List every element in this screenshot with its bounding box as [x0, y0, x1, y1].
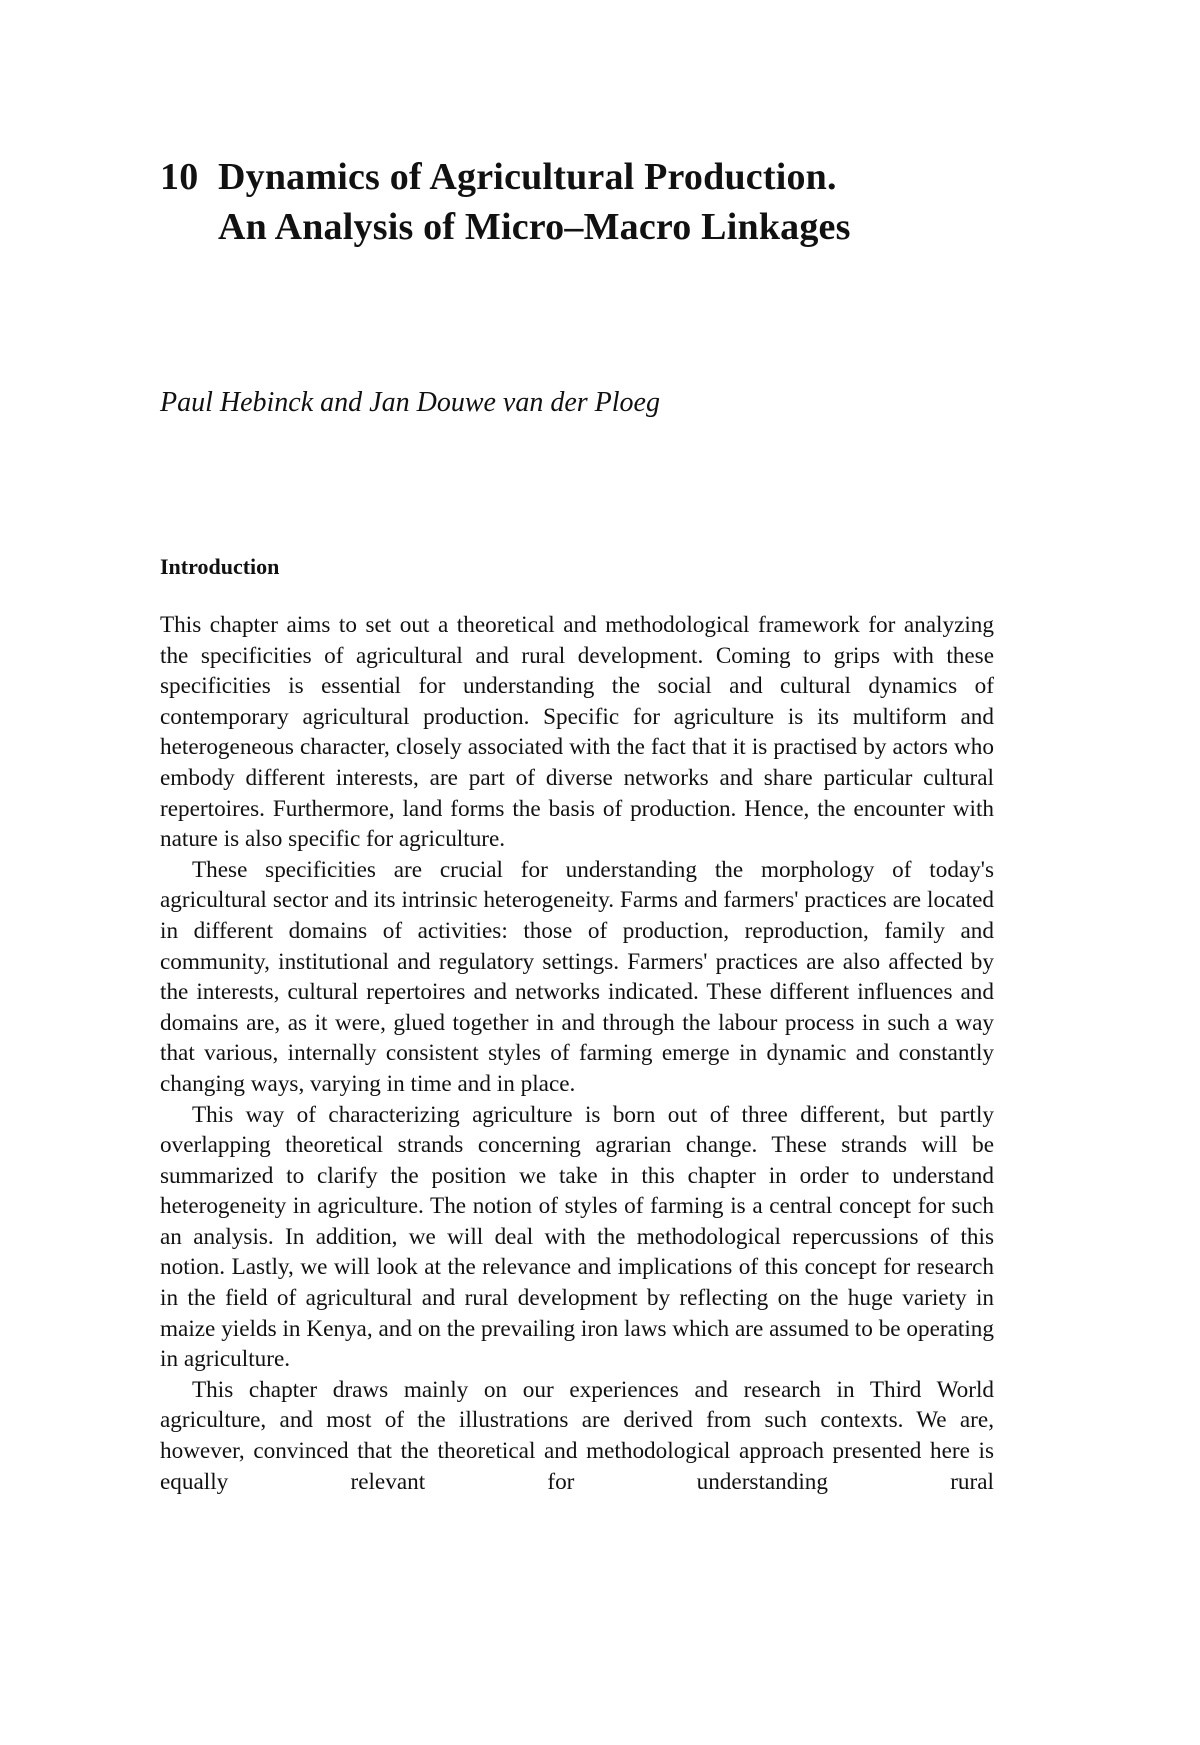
chapter-title-line-2: An Analysis of Micro–Macro Linkages: [218, 206, 851, 248]
paragraph-4: This chapter draws mainly on our experiences and research in Third World agriculture, and most of the illustrations are derived from such contexts. We are, however, convinced that the theoretical and methodological approach presented here is equally relevant for understanding rural: [160, 1376, 994, 1495]
chapter-number: 10: [160, 156, 199, 198]
paragraph-1: This chapter aims to set out a theoretical and methodological framework for analyzing the specificities of agricultural and rural development. Coming to grips with these specificities is essential for understanding the social and cultural dynamics of contemporary agricultural production. Specific for agriculture is its multiform and heterogeneous character, closely associated with the fact that it is practised by actors who embody different interests, are part of diverse networks and share particular cultural repertoires. Furthermore, land forms the basis of production. Hence, the encounter with nature is also specific for agriculture.: [160, 612, 994, 853]
section-heading: Introduction: [160, 554, 280, 579]
chapter-title: [160, 152, 1020, 252]
body-text: [160, 610, 994, 1497]
chapter-title-text-1: Dynamics of Agricultural Production.: [218, 156, 837, 198]
chapter-authors: Paul Hebinck and Jan Douwe van der Ploeg: [160, 387, 660, 418]
paragraph-2: These specificities are crucial for understanding the morphology of today's agricultural sector and its intrinsic heterogeneity. Farms and farmers' practices are located in different domains of activities: those of production, reproduction, family and community, institutional and regulatory settings. Farmers' practices are also affected by the interests, cultural repertoires and networks indicated. These different influences and domains are, as it were, glued together in and through the labour process in such a way that various, internally consistent styles of farming emerge in dynamic and constantly changing ways, varying in time and in place.: [160, 856, 994, 1097]
paragraph-3: This way of characterizing agriculture is born out of three different, but partly overlapping theoretical strands concerning agrarian change. These strands will be summarized to clarify the position we take in this chapter in order to understand heterogeneity in agriculture. The notion of styles of farming is a central concept for such an analysis. In addition, we will deal with the methodological repercussions of this notion. Lastly, we will look at the relevance and implications of this concept for research in the field of agricultural and rural development by reflecting on the huge variety in maize yields in Kenya, and on the prevailing iron laws which are assumed to be operating in agriculture.: [160, 1101, 994, 1373]
chapter-title-line-1: [160, 152, 1020, 202]
